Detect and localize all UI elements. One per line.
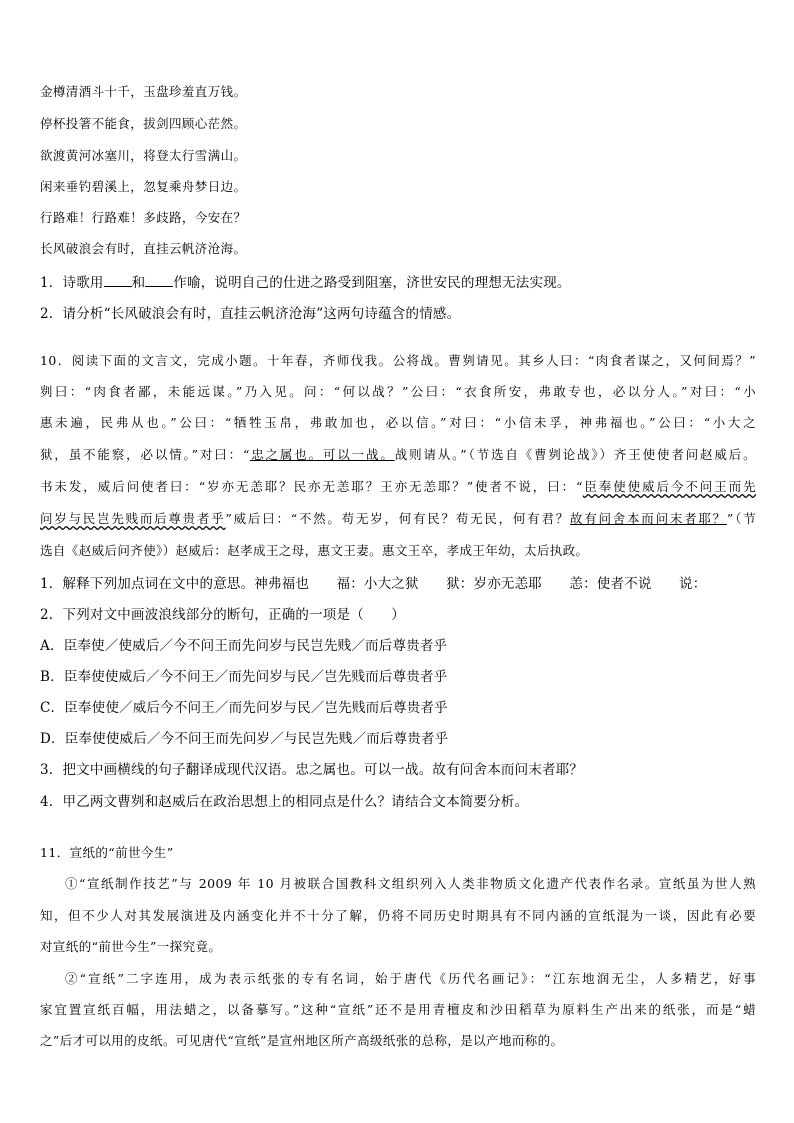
passage-text: ”威后曰：“不然。苟无岁，何有民？苟无民，何有君？ (225, 511, 570, 526)
q9-sub1-mid: 和 (131, 275, 146, 291)
q10-question: 3．把文中画横线的句子翻译成现代汉语。忠之属也。可以一战。故有问舍本而问末者耶？ (40, 762, 584, 778)
q11-p1-line: 对宣纸的“前世今生”一探究竟。 (40, 939, 222, 954)
q10-option-b[interactable]: B．臣奉使使威后／今不问王／而先问岁与民／岂先贱而后尊贵者乎 (40, 669, 448, 685)
answer-blank[interactable] (145, 274, 173, 287)
q10-option-a[interactable]: A．臣奉使／使威后／今不问王而先问岁与民岂先贱／而后尊贵者乎 (40, 638, 448, 654)
q11-title: 11．宣纸的“前世今生” (40, 845, 174, 860)
q10-passage-line (40, 509, 756, 531)
q9-sub1-before: 1．诗歌用 (40, 275, 104, 291)
passage-text: 狱，虽不能察，必以情。”对曰：“ (40, 447, 250, 462)
wavy-underlined-sentence: 臣奉使使威后今不问王而先 (582, 479, 756, 494)
q10-passage-line (40, 445, 756, 467)
poem-line: 欲渡黄河冰塞川，将登太行雪满山。 (40, 148, 247, 163)
q10-option-d[interactable]: D．臣奉使使威后／今不问王而先问岁／与民岂先贱／而后尊贵者乎 (40, 731, 449, 747)
q10-passage-line: 10．阅读下面的文言文，完成小题。十年春，齐师伐我。公将战。曹刿请见。其乡人曰：“肉食者谋之，又何间焉？” (40, 353, 756, 368)
q11-p2-line: 之”后才可以用的皮纸。可见唐代“宣纸”是宣州地区所产高级纸张的总称，是以产地而称的。 (40, 1033, 564, 1048)
q10-passage-line: 惠未遍，民弗从也。”公曰：“牺牲玉帛，弗敢加也，必以信。”对曰：“小信未孚，神弗福也。”公曰：“小大之 (40, 415, 756, 430)
poem-line: 行路难！行路难！多歧路，今安在？ (40, 210, 247, 225)
q9-sub1 (40, 271, 756, 291)
q10-option-c[interactable]: C．臣奉使使／威后今不问王／而先问岁与民／岂先贱而后尊贵者乎 (40, 700, 448, 716)
q11-p2-line: ②“宣纸”二字连用，成为表示纸张的专有名词，始于唐代《历代名画记》：“江东地润无尘，人多精艺，好事 (65, 971, 756, 986)
poem-line: 金樽清酒斗十千，玉盘珍羞直万钱。 (40, 84, 247, 99)
q10-question: 2．下列对文中画波浪线部分的断句，正确的一项是（ ） (40, 607, 405, 623)
q11-p1-line: 知，但不少人对其发展演进及内涵变化并不十分了解，仍将不同历史时期具有不同内涵的宣纸混为一谈，因此有必要 (40, 908, 756, 923)
passage-text: 书未发，威后问使者曰：“岁亦无恙耶？民亦无恙耶？王亦无恙耶？”使者不说，曰：“ (40, 479, 583, 494)
poem-line: 长风破浪会有时，直挂云帆济沧海。 (40, 241, 247, 256)
answer-blank[interactable] (104, 274, 132, 287)
q10-question: 1．解释下列加点词在文中的意思。神弗福也 福：小大之狱 狱：岁亦无恙耶 恙：使者不说 说： (40, 576, 707, 592)
q11-p2-line: 家宜置宣纸百幅，用法蜡之，以备摹写。”这种“宣纸”还不是用青檀皮和沙田稻草为原料生产出来的纸张，而是“蜡 (40, 1002, 756, 1017)
wavy-underlined-sentence: 问岁与民岂先贱而后尊贵者乎 (40, 511, 226, 526)
poem-line: 停杯投箸不能食，拔剑四顾心茫然。 (40, 116, 247, 131)
q10-passage-line (40, 477, 756, 499)
passage-text: 战则请从。”（节选自《曹刿论战》）齐王使使者问赵威后。 (394, 447, 756, 462)
underlined-sentence: 故有问舍本而问末者耶？ (569, 511, 727, 526)
q9-sub2: 2．请分析“长风破浪会有时，直挂云帆济沧海”这两句诗蕴含的情感。 (40, 306, 461, 322)
q11-p1-line: ①“宣纸制作技艺”与 2009 年 10 月被联合国教科文组织列入人类非物质文化遗产代表作名录。宣纸虽为世人熟 (65, 876, 756, 891)
passage-text: ”（节 (726, 511, 756, 526)
poem-line: 闲来垂钓碧溪上，忽复乘舟梦日边。 (40, 179, 247, 194)
underlined-sentence: 忠之属也。可以一战。 (249, 447, 395, 462)
q10-passage-line: 刿曰：“肉食者鄙，未能远谋。”乃入见。问：“何以战？”公曰：“衣食所安，弗敢专也，必以分人。”对曰：“小 (40, 384, 756, 399)
q9-sub1-after: 作喻，说明自己的仕进之路受到阻塞，济世安民的理想无法实现。 (173, 275, 571, 291)
q10-passage-line: 选自《赵威后问齐使》）赵威后：赵孝成王之母，惠文王妻。惠文王卒，孝成王年幼，太后执政。 (40, 543, 589, 558)
q10-question: 4．甲乙两文曹刿和赵威后在政治思想上的相同点是什么？请结合文本简要分析。 (40, 794, 529, 810)
